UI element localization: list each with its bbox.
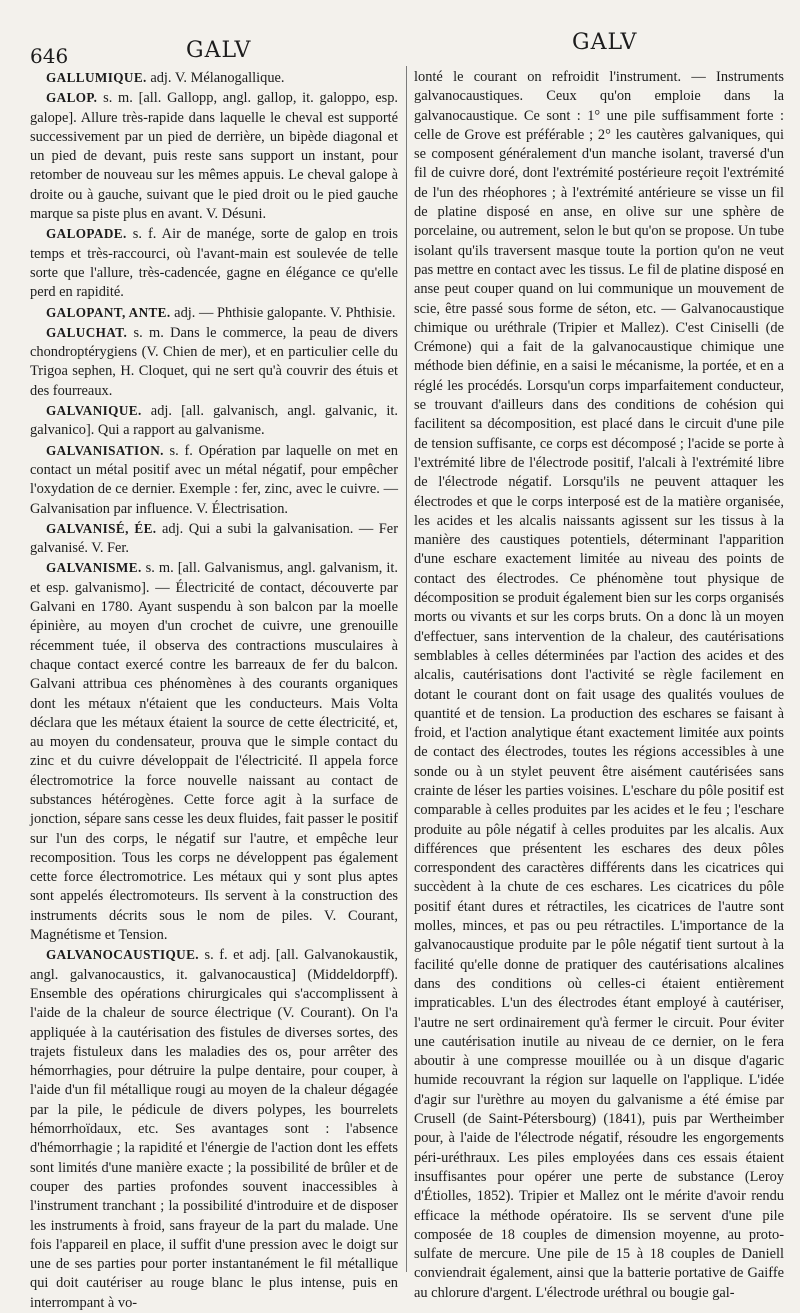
entry-headword: GALUCHAT.	[46, 324, 128, 340]
entry-galvanisation	[30, 441, 398, 519]
entry-galop	[30, 88, 398, 224]
entry-galvanocaustique-continued: lonté le courant on refroidit l'instrument. — Instruments galvanocaustiques. Ceux qu'on emploie dans la galvanocaustique. Ce sont : 1° une pile suffisamment forte : celle de Grove est préférable ; 2° les cautères galvaniques, qui se composent généralement d'un manche isolant, traversé d'un fil de cuivre doré, dont l'extrémité postérieure reçoit l'extrémité de l'un des rhéophores ; à l'extrémité antérieure se visse un fil de platine disposé en anse, en olive sur une sphère de porcelaine, ou autrement, selon le but qu'on se propose. Un tube isolant qu'ils traversent masque toute la portion qu'on ne veut pas mettre en contact avec les tissus. Le fil de platine disposé en anse peut couper quand on lui communique un mouvement de scie, être passé sous forme de séton, etc. — Galvanocaustique chimique ou uréthrale (Tripier et Mallez). C'est Ciniselli (de Crémone) qui a fait de la galvanocaustique chimique une méthode bien définie, en a saisi le mécanisme, la portée, et en a réglé les procédés. Lorsqu'un corps imparfaitement conducteur, se trouvant d'ailleurs dans des conditions de cohésion qui facilitent sa décomposition, est placé dans le circuit d'une pile de tension suffisante, ce corps est décomposé ; l'acide se porte à l'extrémité libre de l'électrode positif, l'alcali à l'extrémité libre de l'électrode négatif. Lorsqu'ils ne peuvent attaquer les électrodes et que le corps interposé est de la matière organisée, les acides et les alcalis naissants agissent sur les tissus à la manière des caustiques potentiels, déterminant l'apparition d'une eschare exactement limitée au niveau des points de contact des électrodes. Ce phénomène tout physique de décomposition se produit également bien sur les corps organisés morts ou vivants et sur les corps bruts. On a donc là un moyen d'effectuer, sans intervention de la chaleur, des cautérisations semblables à celles déterminées par l'action des acides et des alcalis, cautérisations dont l'activité se règle facilement en dotant le courant dont on fait usage des qualités voulues de quantité et de tension. La production des eschares se faisant à froid, et l'action analytique étant exactement limitée aux points de contact des électrodes, toutes les régions accessibles à une sonde ou à un stylet peuvent être aisément cautérisées sans crainte de léser les parties voisines. L'eschare du pôle positif est comparable à celles produites par les acides et le feu ; l'eschare produite au pôle négatif à celles produites par les alcalis. Aux différences que présentent les eschares des deux pôles correspondent des caractères différents dans les cicatrices qui succèdent à la chute de ces eschares. Les cicatrices du pôle positif étant dures et rétractiles, les cicatrices de l'autre sont molles, minces, et pas ou peu rétractiles. L'importance de la galvanocaustique produite par le pôle négatif tient surtout à la facilité qu'elle donne de pratiquer des cautérisations alcalines dans des conditions où celles-ci étaient entièrement impraticables. L'un des électrodes étant employé à cautériser, l'autre ne sert ordinairement qu'à fermer le circuit. Pour éviter une cautérisation inutile au niveau de ce dernier, on le fera aboutir à une compresse mouillée ou à un disque d'agaric humide recouvrant la région sur laquelle on l'applique. L'idée d'agir sur l'urèthre au moyen du galvanisme a été émise par Crusell (de Saint-Pétersbourg) (1841), puis par Wertheimber pour, à l'aide de l'électrode négatif, résoudre les engorgements péri-uréthraux. Les piles employées dans ces essais étaient insuffisantes pour opérer une perte de substance (Leroy d'Étiolles, 1852). Tripier et Mallez ont le mérite d'avoir rendu efficace la méthode opératoire. Ils se servent d'une pile composée de 18 couples de dimension moyenne, au proto-sulfate de mercure. Une pile de 15 à 18 couples de Daniell conviendrait également, ainsi que la batterie portative de Gaiffe au chlorure d'argent. L'électrode uréthral ou bougie gal-	[414, 69, 784, 1301]
entry-galvanocaustique	[30, 945, 398, 1313]
entry-text: adj. Qui a subi la galvanisation. — Fer galvanisé. V. Fer.	[30, 520, 398, 557]
entry-headword: GALVANOCAUSTIQUE.	[46, 947, 199, 963]
entry-gallumique	[30, 68, 398, 88]
page-number: 646	[30, 44, 69, 68]
entry-text: s. f. et adj. [all. Galvanokaustik, angl. galvanocaustics, it. galvanocaustica] (Middeldorpff). Ensemble des opérations chirurgicales qui s'accomplissent à l'aide de la chaleur de source électrique (V. Courant). On l'a appliquée à la cautérisation des fistules de diverses sortes, des trajets fistuleux dans les maladies des os, pour arrêter des hémorrhagies, pour détruire la pulpe dentaire, pour couper, à l'aide d'un fil métallique rougi au moyen de la chaleur dégagée par la pile, le pédicule de divers polypes, les bourrelets hémorrhoïdaux, etc. Ses avantages sont : l'absence d'hémorrhagie ; la rapidité et l'énergie de l'action dont les effets sont limités d'une manière exacte ; la possibilité de brûler et de couper des parties profondes souvent inaccessibles à l'instrument tranchant ; la possibilité d'introduire et de disposer les instruments à froid, sans frayeur de la part du malade. Une fois l'appareil en place, il suffit d'une pression avec le doigt sur une de ses parties pour porter instantanément le fil métallique qui doit cautériser au rouge blanc le plus intense, puis en interrompant à vo-	[30, 947, 398, 1311]
entry-headword: GALLUMIQUE.	[46, 70, 147, 85]
entry-text: s. f. Opération par laquelle on met en contact un métal positif avec un métal négatif, pour empêcher l'oxydation de ce dernier. Exemple : fer, zinc, avec le cuivre. — Galvanisation par influence. V. Électrisation.	[30, 442, 398, 517]
entry-text: adj. — Phthisie galopante. V. Phthisie.	[170, 304, 396, 321]
entry-headword: GALVANISÉ, ÉE.	[46, 520, 157, 536]
running-head-right: GALV	[572, 30, 638, 55]
entry-text: adj. V. Mélanogallique.	[146, 70, 285, 86]
entry-galopant	[30, 303, 398, 323]
right-column	[414, 68, 784, 1301]
entry-text: s. m. [all. Gallopp, angl. gallop, it. galoppo, esp. galope]. Allure très-rapide dans laquelle le cheval est supporté successivement par un pied de derrière, un bipède diagonal et un pied de devant, puis reste sans support un instant, pour retomber de nouveau sur les mêmes appuis. Le cheval galope à droite ou à gauche, suivant que le pied droit ou le pied gauche marque sa piste plus en avant. V. Désuni.	[30, 90, 398, 223]
entry-text: s. m. Dans le commerce, la peau de divers chondroptérygiens (V. Chien de mer), et en particulier celle du Trigoa sephen, H. Cloquet, qui ne sert qu'à couvrir des étuis et des fourreaux.	[30, 324, 398, 399]
entry-text: s. m. [all. Galvanismus, angl. galvanism, it. et esp. galvanismo]. — Électricité de contact, découverte par Galvani en 1780. Ayant suspendu à son balcon par la moelle épinière, au moyen d'un crochet de cuivre, une grenouille récemment tuée, il observa des contractions musculaires à chaque contact exercé contre les barreaux de fer du balcon. Galvani attribua ces phénomènes à des courants organiques dont les métaux n'étaient que les conducteurs. Mais Volta déclara que les métaux étaient la source de cette électricité, et, au moyen du condensateur, prouva que le simple contact du zinc et du cuivre développait de l'électricité. Il appela force électromotrice la force nouvelle naissant au contact de substances hétérogènes. Cette force agit à la surface de jonction, sépare sans cesse les deux fluides, fait passer le positif sur l'un des corps, le négatif sur l'autre, et empêche leur recomposition. Tous les corps ne développent pas également cette force électromotrice. Les métaux qui y sont plus aptes sont appelés électromoteurs. Ils servent à la construction des instruments décrits sous le nom de piles. V. Courant, Magnétisme et Tension.	[30, 560, 398, 944]
entry-galopade	[30, 224, 398, 302]
entry-headword: GALOP.	[46, 90, 98, 106]
entry-galvanique	[30, 401, 398, 441]
running-head-left: GALV	[186, 38, 252, 63]
entry-headword: GALOPADE.	[46, 226, 127, 242]
column-divider	[406, 66, 407, 1272]
entry-galuchat	[30, 323, 398, 401]
entry-headword: GALOPANT, ANTE.	[46, 304, 171, 320]
entry-galvanisme	[30, 558, 398, 945]
entry-text: s. f. Air de manége, sorte de galop en trois temps et très-raccourci, où l'avant-main est soulevée de telle sorte que l'allure, très-cadencée, gagne en élégance ce qu'elle perd en rapidité.	[30, 226, 398, 301]
entry-headword: GALVANISME.	[46, 560, 142, 576]
left-column	[30, 68, 398, 1311]
entry-galvanise	[30, 519, 398, 559]
entry-text: adj. [all. galvanisch, angl. galvanic, it. galvanico]. Qui a rapport au galvanisme.	[30, 403, 398, 439]
entry-headword: GALVANISATION.	[46, 442, 164, 458]
entry-headword: GALVANIQUE.	[46, 403, 142, 419]
